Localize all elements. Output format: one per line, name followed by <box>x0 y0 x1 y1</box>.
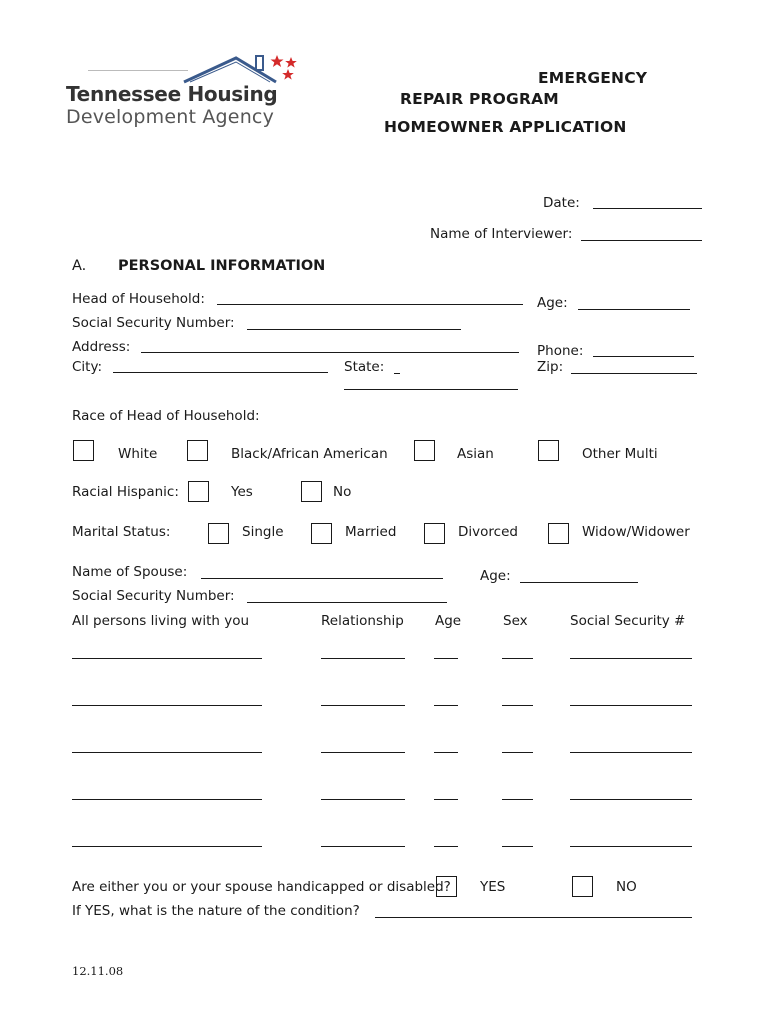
form-version-code: 12.11.08 <box>72 964 124 978</box>
household-header-relationship: Relationship <box>321 613 404 629</box>
city-field[interactable] <box>113 372 328 373</box>
date-label: Date: <box>543 195 580 211</box>
race-option-label: White <box>118 446 158 462</box>
household-relationship-field[interactable] <box>321 752 405 753</box>
handicap-followup-label: If YES, what is the nature of the condition? <box>72 903 360 919</box>
age-field[interactable] <box>578 309 690 310</box>
marital-option-label: Widow/Widower <box>582 524 690 540</box>
head-of-household-field[interactable] <box>217 304 523 305</box>
household-ssn-field[interactable] <box>570 705 692 706</box>
state-field[interactable] <box>344 389 518 390</box>
head-of-household-label: Head of Household: <box>72 291 205 307</box>
address-field[interactable] <box>141 352 519 353</box>
hispanic-label: Racial Hispanic: <box>72 484 179 500</box>
phone-field[interactable] <box>593 356 694 357</box>
household-header-persons: All persons living with you <box>72 613 250 629</box>
phone-label: Phone: <box>537 343 584 359</box>
household-age-field[interactable] <box>434 705 458 706</box>
spouse-name-field[interactable] <box>201 578 443 579</box>
household-person-field[interactable] <box>72 799 262 800</box>
handicap-condition-field[interactable] <box>375 917 692 918</box>
household-age-field[interactable] <box>434 658 458 659</box>
race-option-label: Black/African American <box>231 446 388 462</box>
hispanic-no-checkbox[interactable] <box>301 481 322 502</box>
race-other-checkbox[interactable] <box>538 440 559 461</box>
marital-option-label: Divorced <box>458 524 518 540</box>
handicap-yes-checkbox[interactable] <box>436 876 457 897</box>
household-ssn-field[interactable] <box>570 752 692 753</box>
household-person-field[interactable] <box>72 705 262 706</box>
household-sex-field[interactable] <box>502 846 533 847</box>
marital-option-label: Married <box>345 524 397 540</box>
state-field-stub[interactable] <box>394 373 400 374</box>
household-ssn-field[interactable] <box>570 658 692 659</box>
race-white-checkbox[interactable] <box>73 440 94 461</box>
household-relationship-field[interactable] <box>321 799 405 800</box>
marital-married-checkbox[interactable] <box>311 523 332 544</box>
city-label: City: <box>72 359 103 375</box>
household-header-sex: Sex <box>503 613 528 629</box>
title-line1: EMERGENCY <box>538 69 648 87</box>
household-person-field[interactable] <box>72 658 262 659</box>
handicap-yes-label: YES <box>480 879 506 895</box>
household-ssn-field[interactable] <box>570 846 692 847</box>
spouse-name-label: Name of Spouse: <box>72 564 188 580</box>
race-option-label: Asian <box>457 446 494 462</box>
section-heading: PERSONAL INFORMATION <box>118 258 326 274</box>
spouse-age-field[interactable] <box>520 582 638 583</box>
household-sex-field[interactable] <box>502 705 533 706</box>
household-age-field[interactable] <box>434 799 458 800</box>
race-option-label: Other Multi <box>582 446 658 462</box>
stars-icon <box>270 54 300 84</box>
spouse-age-label: Age: <box>480 568 511 584</box>
household-age-field[interactable] <box>434 846 458 847</box>
race-label: Race of Head of Household: <box>72 408 260 424</box>
race-asian-checkbox[interactable] <box>414 440 435 461</box>
title-line2: REPAIR PROGRAM <box>400 90 559 108</box>
race-black-checkbox[interactable] <box>187 440 208 461</box>
household-person-field[interactable] <box>72 752 262 753</box>
marital-option-label: Single <box>242 524 284 540</box>
ssn-label: Social Security Number: <box>72 315 235 331</box>
interviewer-field[interactable] <box>581 240 702 241</box>
spouse-ssn-field[interactable] <box>247 602 447 603</box>
household-ssn-field[interactable] <box>570 799 692 800</box>
marital-widow-checkbox[interactable] <box>548 523 569 544</box>
handicap-no-checkbox[interactable] <box>572 876 593 897</box>
state-label: State: <box>344 359 385 375</box>
zip-field[interactable] <box>571 373 697 374</box>
household-header-ssn: Social Security # <box>570 613 686 629</box>
logo-line2: Development Agency <box>66 106 275 128</box>
household-relationship-field[interactable] <box>321 846 405 847</box>
household-age-field[interactable] <box>434 752 458 753</box>
interviewer-label: Name of Interviewer: <box>430 226 573 242</box>
handicap-no-label: NO <box>616 879 637 895</box>
logo-line1: Tennessee Housing <box>66 82 278 106</box>
date-field[interactable] <box>593 208 702 209</box>
zip-label: Zip: <box>537 359 564 375</box>
handicap-question: Are either you or your spouse handicapped or disabled? <box>72 879 451 895</box>
spouse-ssn-label: Social Security Number: <box>72 588 235 604</box>
ssn-field[interactable] <box>247 329 461 330</box>
marital-single-checkbox[interactable] <box>208 523 229 544</box>
hispanic-option-label: No <box>333 484 352 500</box>
hispanic-option-label: Yes <box>231 484 253 500</box>
age-label: Age: <box>537 295 568 311</box>
household-header-age: Age <box>435 613 462 629</box>
household-sex-field[interactable] <box>502 752 533 753</box>
title-line3: HOMEOWNER APPLICATION <box>384 118 627 136</box>
address-label: Address: <box>72 339 131 355</box>
household-relationship-field[interactable] <box>321 658 405 659</box>
section-letter: A. <box>72 258 87 274</box>
marital-label: Marital Status: <box>72 524 171 540</box>
hispanic-yes-checkbox[interactable] <box>188 481 209 502</box>
household-relationship-field[interactable] <box>321 705 405 706</box>
household-person-field[interactable] <box>72 846 262 847</box>
household-sex-field[interactable] <box>502 799 533 800</box>
marital-divorced-checkbox[interactable] <box>424 523 445 544</box>
household-sex-field[interactable] <box>502 658 533 659</box>
